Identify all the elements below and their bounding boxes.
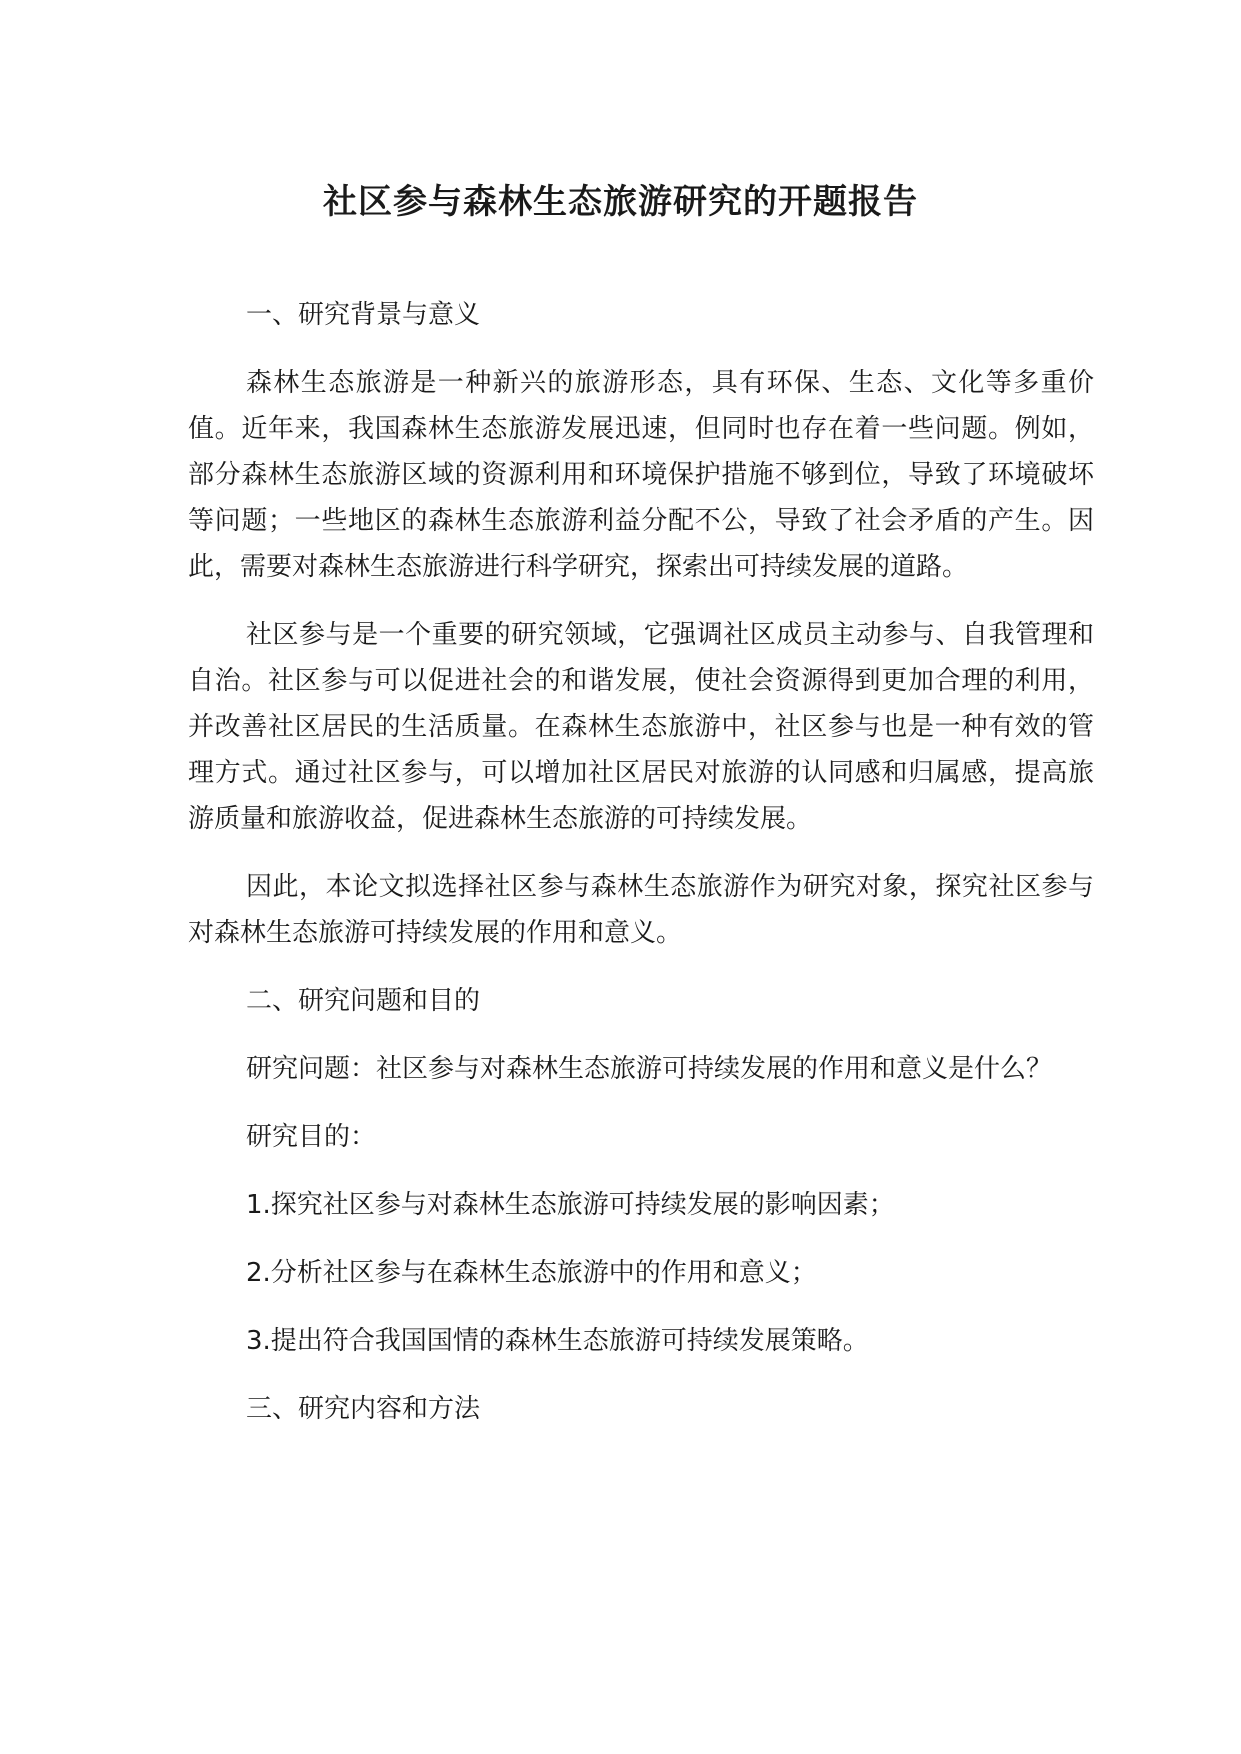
paragraph: 因此，本论文拟选择社区参与森林生态旅游作为研究对象，探究社区参与对森林生态旅游可持续发展的作用和意义。 [188,872,1094,948]
purpose-item: 3.提出符合我国国情的森林生态旅游可持续发展策略。 [246,1326,869,1356]
research-question: 研究问题：社区参与对森林生态旅游可持续发展的作用和意义是什么？ [246,1054,1053,1084]
purpose-label: 研究目的： [246,1122,377,1152]
section-heading-methods: 三、研究内容和方法 [246,1394,481,1424]
purpose-item: 2.分析社区参与在森林生态旅游中的作用和意义； [246,1258,817,1288]
section-heading-background: 一、研究背景与意义 [246,300,481,330]
document-body [188,292,1094,1454]
paragraph: 森林生态旅游是一种新兴的旅游形态，具有环保、生态、文化等多重价值。近年来，我国森林生态旅游发展迅速，但同时也存在着一些问题。例如，部分森林生态旅游区域的资源利用和环境保护措施不够到位，导致了环境破坏等问题；一些地区的森林生态旅游利益分配不公，导致了社会矛盾的产生。因此，需要对森林生态旅游进行科学研究，探索出可持续发展的道路。 [188,368,1094,582]
paragraph: 社区参与是一个重要的研究领域，它强调社区成员主动参与、自我管理和自治。社区参与可以促进社会的和谐发展，使社会资源得到更加合理的利用，并改善社区居民的生活质量。在森林生态旅游中，社区参与也是一种有效的管理方式。通过社区参与，可以增加社区居民对旅游的认同感和归属感，提高旅游质量和旅游收益，促进森林生态旅游的可持续发展。 [188,620,1094,834]
document-title: 社区参与森林生态旅游研究的开题报告 [323,182,918,222]
section-heading-questions: 二、研究问题和目的 [246,986,481,1016]
purpose-item: 1.探究社区参与对森林生态旅游可持续发展的影响因素； [246,1190,895,1220]
